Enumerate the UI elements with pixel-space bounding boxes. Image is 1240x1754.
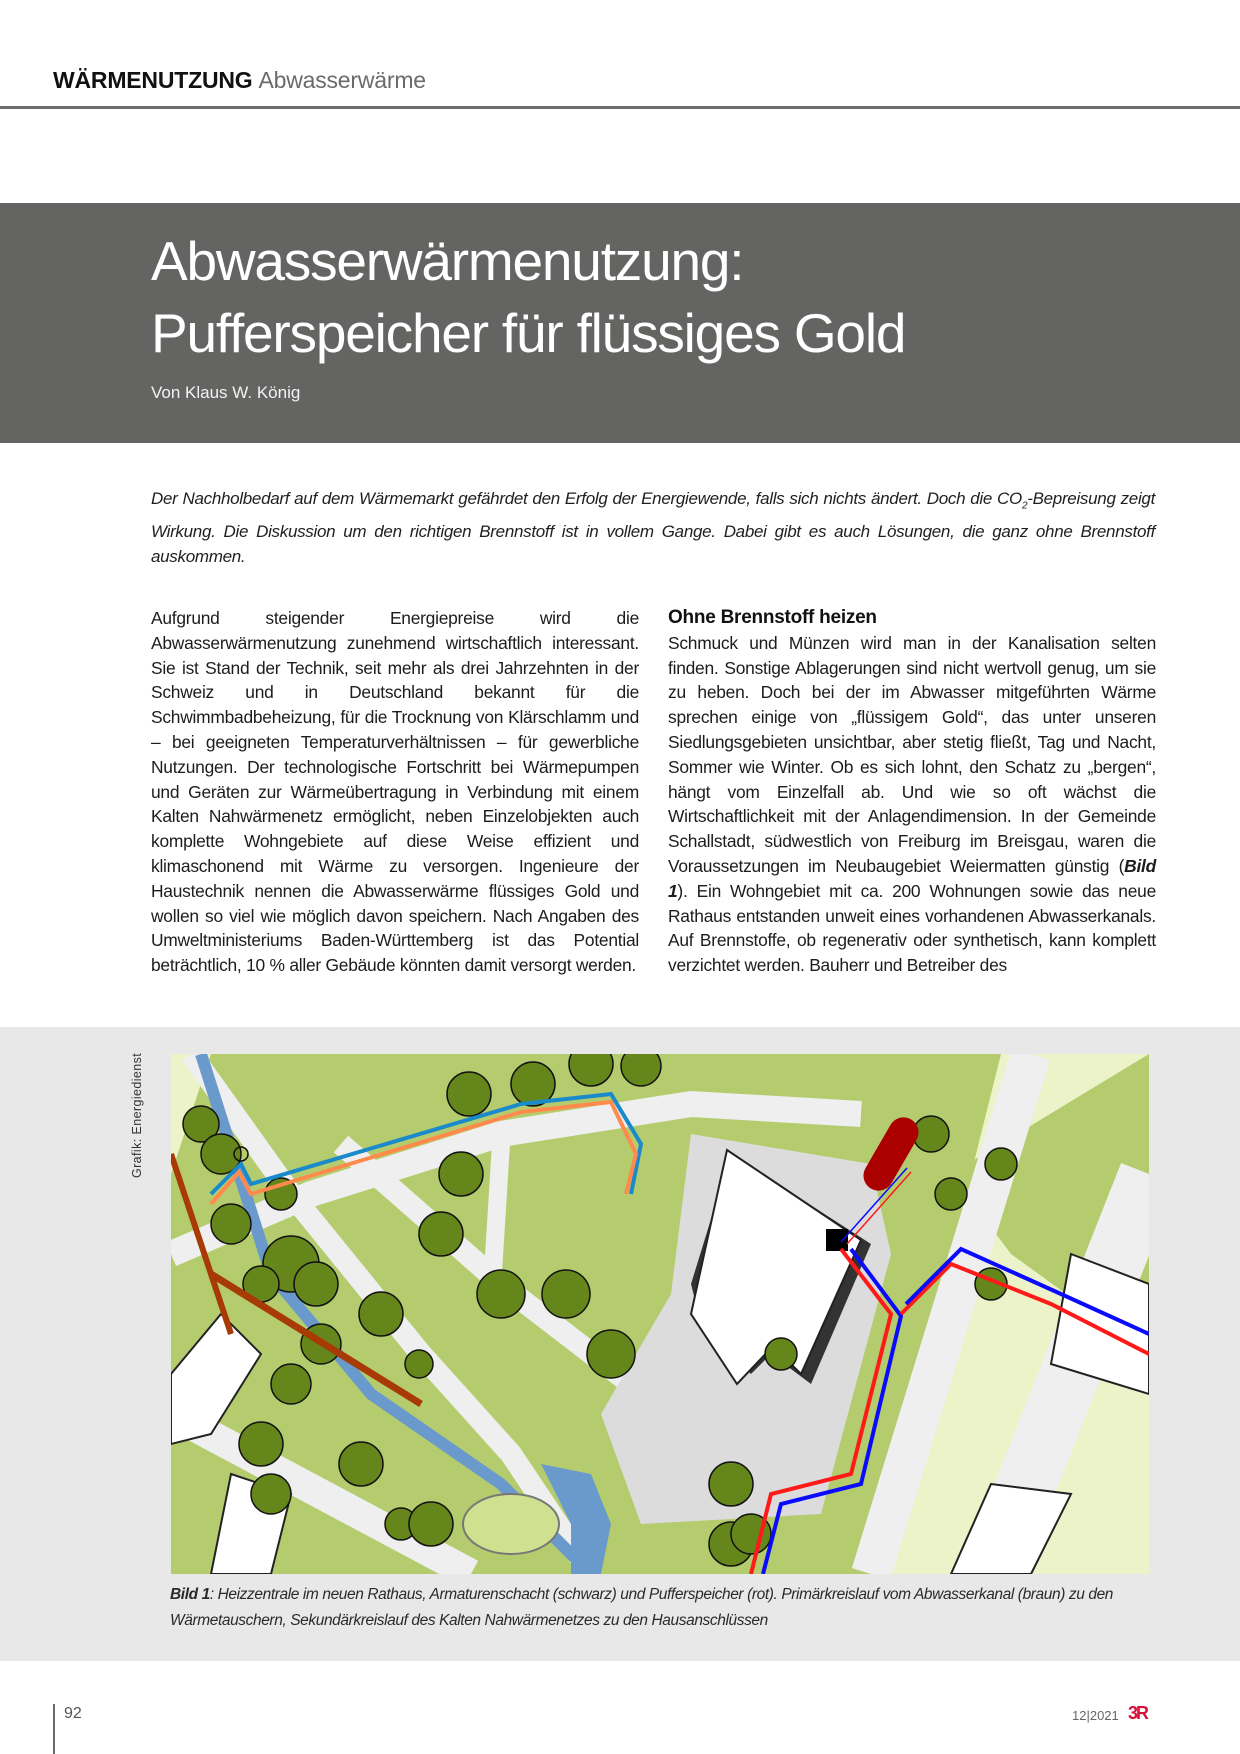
header-rule [0, 106, 1240, 109]
body-column-right [668, 606, 1156, 978]
figure-reference-link[interactable]: Bild 1 [668, 855, 1156, 901]
issue-label: 12|2021 [1072, 1708, 1119, 1723]
site-plan-figure [171, 1054, 1149, 1574]
subheading: Ohne Brennstoff heizen [668, 607, 877, 628]
body-text-2: ). Ein Wohngebiet mit ca. 200 Wohnungen sowie das neue Rathaus entstanden unweit eines vorhandenen Abwasserkanals. Auf Brennstoffe, ob regenerativ oder synthetisch, kann komplett verzichtet werden. Bauherr und Betreiber des [668, 880, 1156, 976]
title-line-2: Pufferspeicher für flüssiges Gold [151, 302, 906, 364]
footer-rule [53, 1704, 55, 1754]
lead-subscript: 2 [1021, 500, 1028, 512]
body-paragraph: Aufgrund steigender Energiepreise wird die Abwasserwärmenutzung zunehmend wirtschaftlich interessant. Sie ist Stand der Technik, seit mehr als drei Jahrzehnten in der Schweiz und in Deutschland bekannt für die Schwimmbadbeheizung, für die Trocknung von Klärschlamm und – bei geeigneten Temperaturverhältnissen – für gewerbliche Nutzungen. Der technologische Fortschritt bei Wärmepumpen und Geräten zur Wärmeübertragung in Verbindung mit einem Kalten Nahwärmenetz ermöglicht, neben Einzelobjekten auch komplette Wohngebiete auf diese Weise effizient und klimaschonend mit Wärme zu versorgen. Ingenieure der Haustechnik nennen die Abwasserwärme flüssiges Gold und wollen so viel wie möglich davon speichern. Nach Angaben des Umweltministeriums Baden-Württemberg ist das Potential beträchtlich, 10 % aller Gebäude könnten damit versorgt werden. [151, 608, 639, 976]
lead-text-2: -Bepreisung zeigt Wirkung. Die Diskussion um den richtigen Brennstoff ist in vollem Gange. Dabei gibt es auch Lösungen, die ganz ohne Brennstoff auskommen. [151, 489, 1155, 567]
body-column-left [151, 606, 639, 978]
topic-label: Abwasserwärme [258, 67, 426, 93]
publication-logo: 3R [1128, 1703, 1148, 1723]
title-band [0, 203, 1240, 443]
section-label: WÄRMENUTZUNG [53, 67, 253, 93]
figure-caption [170, 1582, 1130, 1634]
title-line-1: Abwasserwärmenutzung: [151, 230, 744, 292]
running-head [53, 66, 426, 94]
figure-credit: Grafik: Energiedienst [130, 1052, 144, 1178]
article-title [151, 225, 905, 369]
byline: Von Klaus W. König [151, 383, 301, 402]
lead-paragraph [151, 486, 1155, 570]
caption-text: : Heizzentrale im neuen Rathaus, Armaturenschacht (schwarz) und Pufferspeicher (rot). Primärkreislauf vom Abwasserkanal (braun) zu den Wärmetauschern, Sekundärkreislauf des Kalten Nahwärmenetzes zu den Hausanschlüssen [170, 1586, 1114, 1629]
page-number: 92 [64, 1705, 82, 1722]
caption-label: Bild 1 [170, 1586, 210, 1603]
lead-text-1: Der Nachholbedarf auf dem Wärmemarkt gefährdet den Erfolg der Energiewende, falls sich nichts ändert. Doch die CO [151, 489, 1022, 508]
body-paragraph [668, 631, 1156, 978]
body-text-1: Schmuck und Münzen wird man in der Kanalisation selten finden. Sonstige Ablagerungen sind nicht wertvoll genug, um sie zu heben. Doch bei der im Abwasser mitgeführten Wärme sprechen einige von „flüssigem Gold“, das unter unseren Siedlungsgebieten unsichtbar, aber stetig fließt, Tag und Nacht, Sommer wie Winter. Ob es sich lohnt, den Schatz zu „bergen“, hängt vom Einzelfall ab. Und wie so oft wächst die Wirtschaftlichkeit mit der Anlagendimension. In der Gemeinde Schallstadt, südwestlich von Freiburg im Breisgau, waren die Voraussetzungen im Neubaugebiet Weiermatten günstig ( [668, 632, 1156, 876]
site-plan-graphic [171, 1054, 1149, 1574]
